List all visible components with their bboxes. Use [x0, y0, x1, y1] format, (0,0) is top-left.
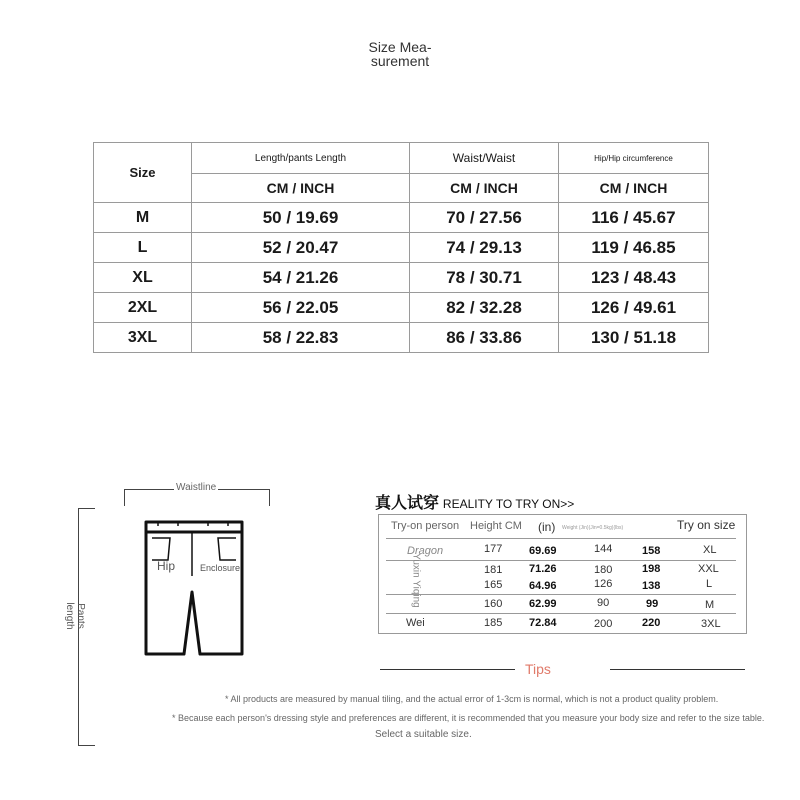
tryon-header-weight: Weight (Jin)(Jin=0.5kg)(lbs)	[562, 525, 624, 531]
table-row	[94, 233, 709, 263]
tryon-inch: 71.26	[529, 563, 557, 575]
tryon-weight-jin: 200	[594, 618, 613, 630]
tips-note-1: * All products are measured by manual tiling, and the actual error of 1-3cm is normal, which is not a product quality problem.	[225, 694, 719, 704]
tryon-weight-lbs: 220	[642, 617, 661, 629]
tryon-size: M	[705, 599, 715, 611]
hip-cell: 116 / 45.67	[559, 203, 709, 233]
waist-cell: 82 / 32.28	[410, 293, 559, 323]
tryon-separator	[386, 538, 736, 539]
size-cell: 2XL	[94, 293, 192, 323]
tryon-size: L	[706, 578, 713, 590]
tryon-header-height: Height CM	[470, 520, 522, 532]
pants-icon	[138, 516, 248, 656]
size-cell: 3XL	[94, 323, 192, 353]
tryon-weight-jin: 180	[594, 564, 613, 576]
waist-cell: 86 / 33.86	[410, 323, 559, 353]
tryon-inch: 64.96	[529, 580, 557, 592]
size-cell: XL	[94, 263, 192, 293]
tryon-weight-jin: 126	[594, 578, 613, 590]
tryon-name: Dragon	[407, 545, 444, 557]
hip-label: Hip	[157, 559, 176, 573]
title-line-1: Size Mea-	[368, 39, 432, 55]
size-table	[93, 142, 709, 353]
waist-cell: 78 / 30.71	[410, 263, 559, 293]
tryon-vertical-name: Yuxin Yiqing	[410, 553, 422, 608]
tryon-inch: 62.99	[529, 598, 557, 610]
length-cell: 54 / 21.26	[192, 263, 410, 293]
length-header: Length/pants Length	[192, 143, 410, 174]
waist-cell: 70 / 27.56	[410, 203, 559, 233]
tryon-header-inch: (in)	[538, 520, 556, 534]
tips-label: Tips	[525, 661, 551, 677]
tryon-height: 185	[484, 617, 503, 629]
size-cell: M	[94, 203, 192, 233]
tryon-size: 3XL	[701, 618, 721, 630]
tryon-size: XL	[703, 544, 717, 556]
tryon-heading-cn: 真人试穿	[375, 495, 440, 512]
length-cell: 50 / 19.69	[192, 203, 410, 233]
tryon-size: XXL	[698, 563, 719, 575]
waistline-label: Waistline	[176, 482, 217, 493]
table-header-row	[94, 143, 709, 174]
tryon-separator	[386, 560, 736, 561]
length-unit: CM / INCH	[192, 174, 410, 203]
table-row	[94, 263, 709, 293]
length-cell: 56 / 22.05	[192, 293, 410, 323]
table-row	[94, 323, 709, 353]
tryon-weight-jin: 144	[594, 543, 613, 555]
tryon-header-person: Try-on person	[391, 520, 460, 532]
tryon-inch: 69.69	[529, 545, 557, 557]
hip-cell: 119 / 46.85	[559, 233, 709, 263]
tips-note-3: Select a suitable size.	[375, 729, 472, 740]
size-header: Size	[94, 143, 192, 203]
tryon-weight-lbs: 99	[646, 598, 659, 610]
tryon-height: 160	[484, 598, 503, 610]
tryon-weight-lbs: 158	[642, 545, 661, 557]
tryon-name: Wei	[406, 617, 425, 629]
tryon-weight-lbs: 198	[642, 563, 661, 575]
tryon-heading	[375, 490, 574, 513]
tryon-weight-lbs: 138	[642, 580, 661, 592]
waist-cell: 74 / 29.13	[410, 233, 559, 263]
tryon-inch: 72.84	[529, 617, 557, 629]
enclosure-label: Enclosure	[200, 563, 241, 573]
tryon-separator	[386, 594, 736, 595]
title-line-2: surement	[370, 53, 430, 69]
tryon-height: 165	[484, 579, 503, 591]
table-row	[94, 293, 709, 323]
table-row	[94, 203, 709, 233]
hip-cell: 130 / 51.18	[559, 323, 709, 353]
pants-length-label: Pants length	[64, 602, 86, 630]
tryon-separator	[386, 613, 736, 614]
tryon-header-size: Try on size	[677, 518, 736, 532]
hip-cell: 126 / 49.61	[559, 293, 709, 323]
tips-divider-left	[380, 669, 515, 670]
length-cell: 52 / 20.47	[192, 233, 410, 263]
length-cell: 58 / 22.83	[192, 323, 410, 353]
tryon-height: 181	[484, 564, 503, 576]
hip-header: Hip/Hip circumference	[559, 143, 709, 174]
page-title	[340, 40, 460, 68]
tryon-weight-jin: 90	[597, 597, 610, 609]
tips-note-2: * Because each person's dressing style and preferences are different, it is recommended that you measure your body size and refer to the size table.	[172, 713, 765, 723]
tryon-height: 177	[484, 543, 503, 555]
waist-unit: CM / INCH	[410, 174, 559, 203]
size-cell: L	[94, 233, 192, 263]
tryon-heading-en: REALITY TO TRY ON>>	[442, 497, 575, 511]
hip-cell: 123 / 48.43	[559, 263, 709, 293]
tryon-table	[378, 514, 747, 634]
hip-unit: CM / INCH	[559, 174, 709, 203]
waist-header: Waist/Waist	[410, 143, 559, 174]
tips-divider-right	[610, 669, 745, 670]
